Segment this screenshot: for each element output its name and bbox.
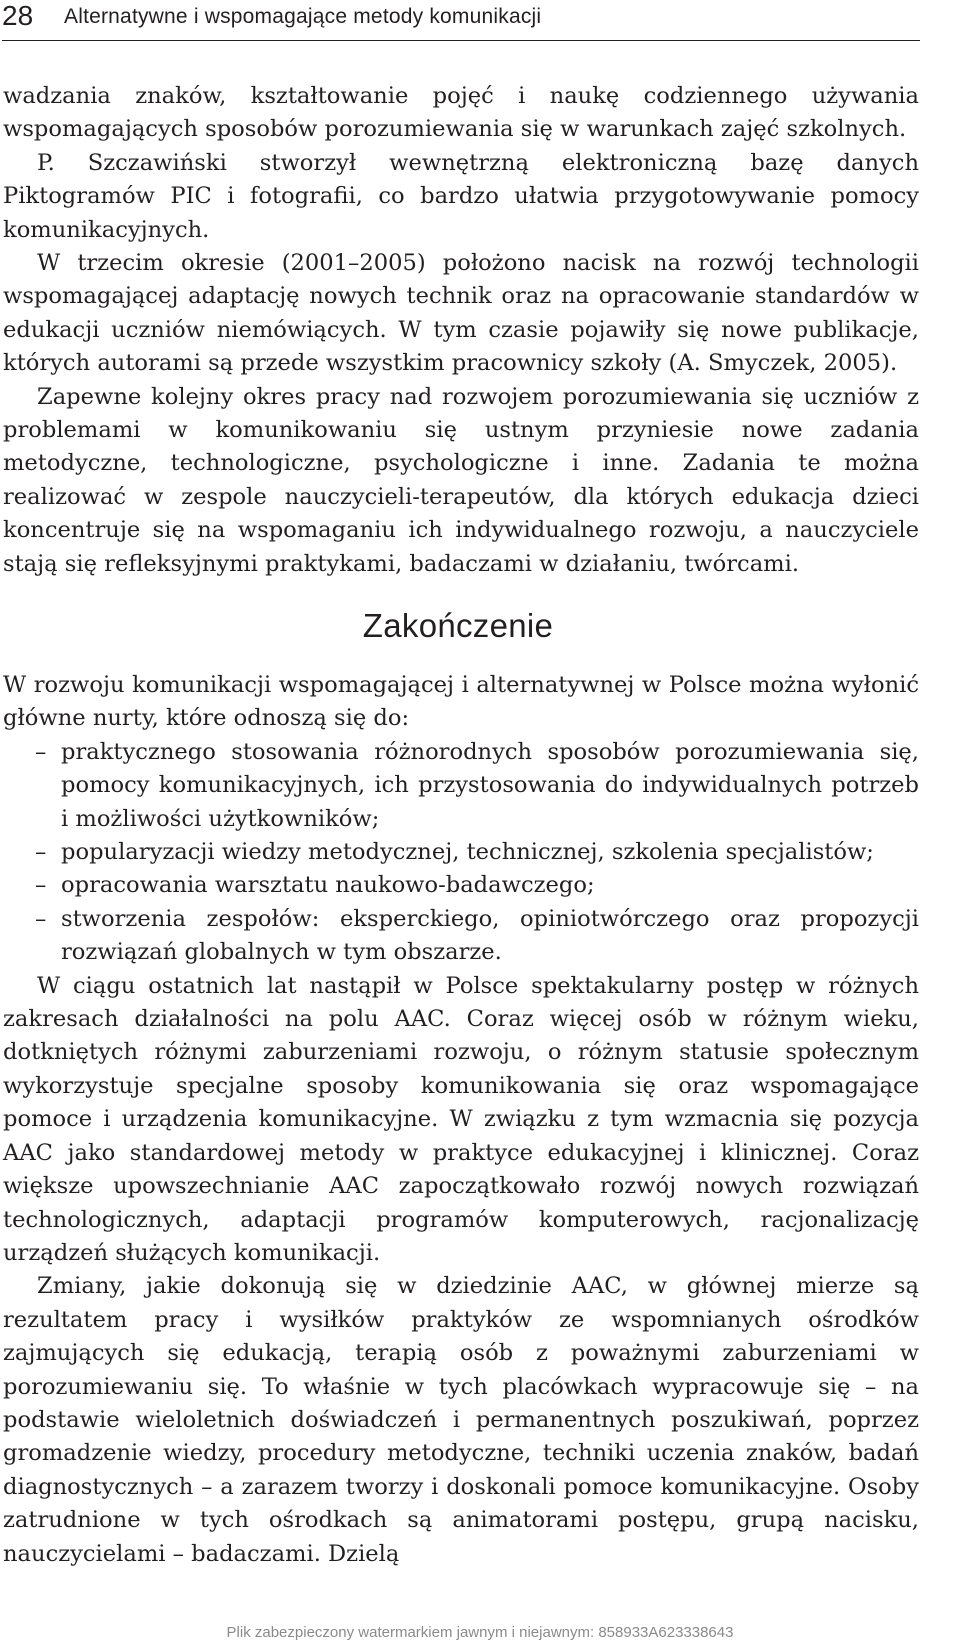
running-header (2, 0, 920, 41)
paragraph: wadzania znaków, kształtowanie pojęć i naukę codziennego używania wspomagających sposobów porozumiewania się w warunkach zajęć szkolnych. (3, 83, 919, 143)
list-item (3, 869, 919, 902)
list-item-text: popularyzacji wiedzy metodycznej, technicznej, szkolenia specjalistów; (61, 839, 874, 866)
list-item-text: praktycznego stosowania różnorodnych sposobów porozumiewania się, pomocy komunikacyjnych, ich przystosowania do indywidualnych potrzeb i możliwości użytkowników; (61, 738, 919, 832)
dash-bullet: – (35, 839, 47, 866)
dash-bullet: – (35, 738, 47, 765)
paragraph: W rozwoju komunikacji wspomagającej i alternatywnej w Polsce można wyłonić główne nurty, które odnoszą się do: (3, 672, 919, 732)
page-number: 28 (2, 0, 34, 31)
body-text-top (3, 80, 919, 581)
list-item (3, 903, 919, 970)
list-item-text: stworzenia zespołów: eksperckiego, opiniotwórczego oraz propozycji rozwiązań globalnych w tym obszarze. (61, 905, 919, 966)
paragraph: Zmiany, jakie dokonują się w dziedzinie AAC, w głównej mierze są rezultatem pracy i wysiłków praktyków ze wspomnianych ośrodków zajmujących się edukacją, terapią osób z poważnymi zaburzeniami w porozumiewaniu się. To właśnie w tych placówkach wypracowuje się – na podstawie wieloletnich doświadczeń i permanentnych poszukiwań, poprzez gromadzenie wiedzy, procedury metodyczne, techniki uczenia znaków, badań diagnostycznych – a zarazem tworzy i doskonali pomoce komunikacyjne. Osoby zatrudnione w tych ośrodkach są animatorami postępu, grupą nacisku, nauczycielami – badaczami. Dzielą (3, 1273, 919, 1567)
section-heading: Zakończenie (362, 607, 554, 644)
paragraph: Zapewne kolejny okres pracy nad rozwojem porozumiewania się uczniów z problemami w komunikowaniu się ustnym przyniesie nowe zadania metodyczne, technologiczne, psychologiczne i inne. Zadania te można realizować w zespole nauczycieli-terapeutów, dla których edukacja dzieci koncentruje się na wspomaganiu ich indywidualnego rozwoju, a nauczyciele stają się refleksyjnymi praktykami, badaczami w działaniu, twórcami. (3, 383, 919, 577)
paragraph: W trzecim okresie (2001–2005) położono nacisk na rozwój technologii wspomagającej adaptację nowych technik oraz na opracowanie standardów w edukacji uczniów niemówiących. W tym czasie pojawiły się nowe publikacje, których autorami są przede wszystkim pracownicy szkoły (A. Smyczek, 2005). (3, 250, 919, 377)
running-title: Alternatywne i wspomagające metody komunikacji (64, 5, 542, 28)
paragraph: W ciągu ostatnich lat nastąpił w Polsce spektakularny postęp w różnych zakresach działalności na polu AAC. Coraz więcej osób w różnym wieku, dotkniętych różnymi zaburzeniami rozwoju, o różnym statusie społecznym wykorzystuje specjalne sposoby komunikowania się oraz wspomagające pomoce i urządzenia komunikacyjne. W związku z tym wzmacnia się pozycja AAC jako standardowej metody w praktyce edukacyjnej i klinicznej. Coraz większe upowszechnianie AAC zapoczątkowało rozwój nowych rozwiązań technologicznych, adaptacji programów komputerowych, racjonalizację urządzeń służących komunikacji. (3, 972, 919, 1266)
body-text-main (3, 669, 919, 1571)
dash-bullet: – (35, 872, 47, 899)
list-item (3, 836, 919, 869)
watermark-footer: Plik zabezpieczony watermarkiem jawnym i niejawnym: 858933A623338643 (226, 1624, 734, 1641)
dash-bullet: – (35, 905, 47, 932)
paragraph: P. Szczawiński stworzył wewnętrzną elektroniczną bazę danych Piktogramów PIC i fotografii, co bardzo ułatwia przygotowywanie pomocy komunikacyjnych. (3, 149, 919, 243)
list-item (3, 736, 919, 836)
bullet-list (3, 736, 919, 970)
list-item-text: opracowania warsztatu naukowo-badawczego; (61, 872, 595, 899)
